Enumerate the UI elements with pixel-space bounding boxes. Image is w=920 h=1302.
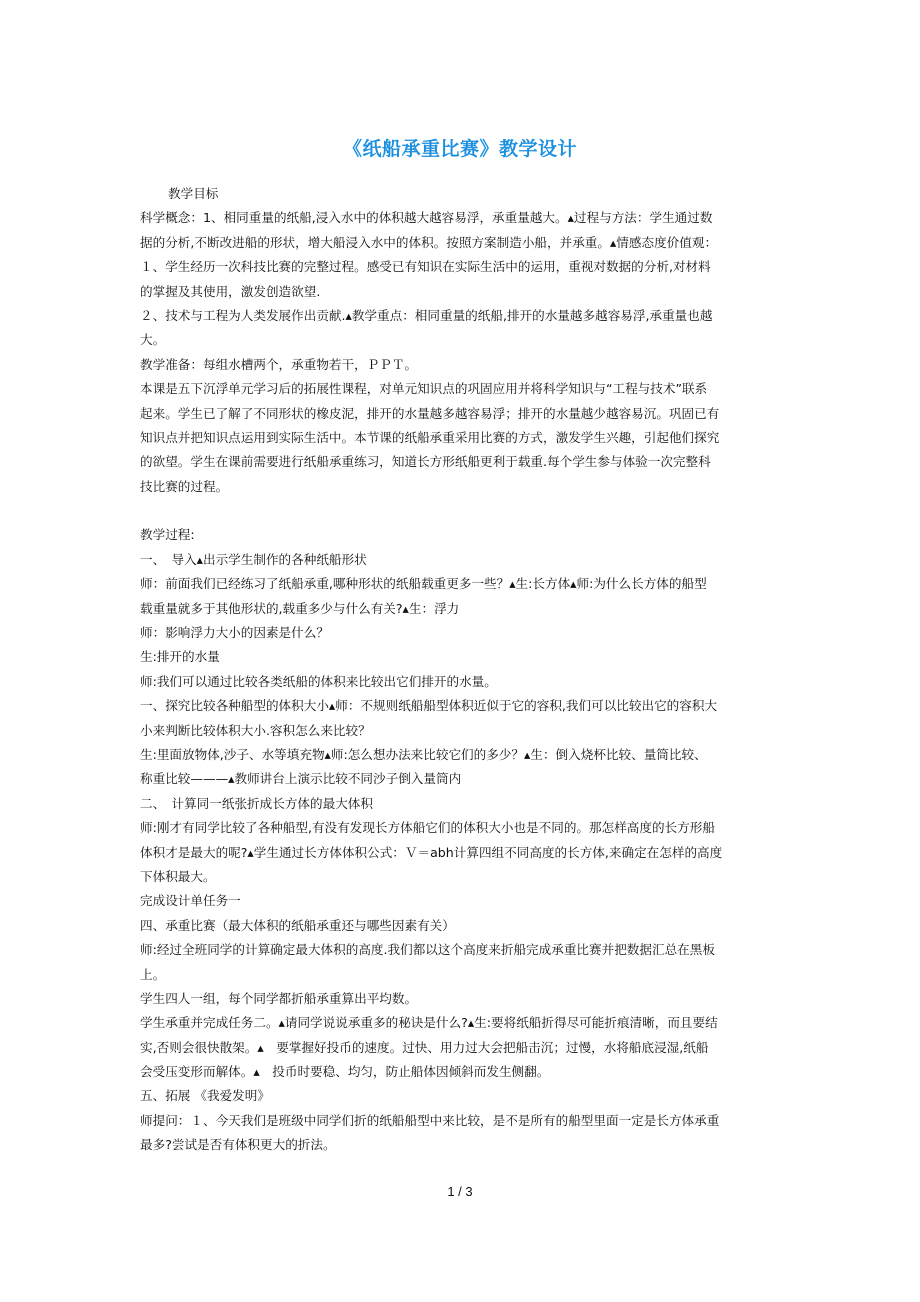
text-line: 的欲望。学生在课前需要进行纸船承重练习，知道长方形纸船更利于载重.每个学生参与体验一次完整科 xyxy=(140,454,711,470)
text-line: 教学过程: xyxy=(140,527,195,543)
blank-line xyxy=(140,499,790,523)
text-line: 上。 xyxy=(140,966,166,982)
text-line: 知识点并把知识点运用到实际生活中。本节课的纸船承重采用比赛的方式，激发学生兴趣，引起他们探究 xyxy=(140,429,720,445)
text-line: １、学生经历一次科技比赛的完整过程。感受已有知识在实际生活中的运用，重视对数据的分析,对材料 xyxy=(140,259,711,275)
page-number: 1 / 3 xyxy=(447,1184,473,1199)
text-line: 学生承重并完成任务二。▴请同学说说承重多的秘诀是什么?▴生:要将纸船折得尽可能折痕清晰，而且要结 xyxy=(140,1015,718,1031)
text-line: 师：前面我们已经练习了纸船承重,哪种形状的纸船载重更多一些？▴生:长方体▴师:为什么长方体的船型 xyxy=(140,576,707,592)
text-line: 的掌握及其使用，激发创造欲望. xyxy=(140,283,321,299)
text-line: 教学准备：每组水槽两个，承重物若干，ＰＰＴ。 xyxy=(140,356,418,372)
text-line: 小来判断比较体积大小.容积怎么来比较？ xyxy=(140,722,371,738)
text-line: 一、探究比较各种船型的体积大小▴师：不规则纸船船型体积近似于它的容积,我们可以比较出它的容积大 xyxy=(140,698,718,714)
text-line: 师提问：１、今天我们是班级中同学们折的纸船船型中来比较，是不是所有的船型里面一定是长方体承重 xyxy=(140,1112,720,1128)
text-line: 实,否则会很快散架。▴ 要掌握好投币的速度。过快、用力过大会把船击沉；过慢，水将船底浸湿,纸船 xyxy=(140,1039,709,1055)
text-line: 五、拓展 《我爱发明》 xyxy=(140,1088,270,1104)
text-line: 下体积最大。 xyxy=(140,868,216,884)
text-line: 学生四人一组，每个同学都折船承重算出平均数。 xyxy=(140,990,418,1006)
document-title: 《纸船承重比赛》教学设计 xyxy=(342,138,577,160)
text-line: 二、 计算同一纸张折成长方体的最大体积 xyxy=(140,795,373,811)
text-line: 师：影响浮力大小的因素是什么？ xyxy=(140,625,329,641)
text-line: 师:刚才有同学比较了各种船型,有没有发现长方体船它们的体积大小也是不同的。那怎样高度的长方形船 xyxy=(140,820,715,836)
text-line: 教学目标 xyxy=(168,186,219,201)
text-line: 一、 导入▴出示学生制作的各种纸船形状 xyxy=(140,551,367,567)
text-line: ２、技术与工程为人类发展作出贡献.▴教学重点：相同重量的纸船,排开的水量越多越容易浮,承重量也越 xyxy=(140,307,713,323)
document-body xyxy=(140,182,790,1158)
text-line: 称重比较———▴教师讲台上演示比较不同沙子倒入量筒内 xyxy=(140,771,462,787)
text-line: 师:经过全班同学的计算确定最大体积的高度.我们都以这个高度来折船完成承重比赛并把数据汇总在黑板 xyxy=(140,942,715,958)
text-line: 师:我们可以通过比较各类纸船的体积来比较出它们排开的水量。 xyxy=(140,673,497,689)
text-line: 起来。学生已了解了不同形状的橡皮泥，排开的水量越多越容易浮；排开的水量越少越容易沉。巩固已有 xyxy=(140,405,720,421)
text-line: 生:排开的水量 xyxy=(140,649,220,665)
text-line: 体积才是最大的呢?▴学生通过长方体体积公式：Ｖ＝abh计算四组不同高度的长方体,来确定在怎样的高度 xyxy=(140,844,723,860)
text-line: 生:里面放物体,沙子、水等填充物▴师:怎么想办法来比较它们的多少？▴生：倒入烧杯比较、量筒比较、 xyxy=(140,746,707,762)
text-line: 载重量就多于其他形状的,载重多少与什么有关?▴生：浮力 xyxy=(140,600,460,616)
text-line: 完成设计单任务一 xyxy=(140,893,241,909)
text-line: 科学概念：1、相同重量的纸船,浸入水中的体积越大越容易浮，承重量越大。▴过程与方法：学生通过数 xyxy=(140,210,713,226)
text-line: 四、承重比赛（最大体积的纸船承重还与哪些因素有关） xyxy=(140,917,455,933)
text-line: 技比赛的过程。 xyxy=(140,478,229,494)
text-line: 本课是五下沉浮单元学习后的拓展性课程，对单元知识点的巩固应用并将科学知识与“工程与技术”联系 xyxy=(140,381,708,397)
text-line: 大。 xyxy=(140,332,166,348)
text-line: 会受压变形而解体。▴ 投币时要稳、均匀，防止船体因倾斜而发生侧翻。 xyxy=(140,1064,550,1080)
text-line: 最多?尝试是否有体积更大的折法。 xyxy=(140,1137,336,1153)
text-line: 据的分析,不断改进船的形状，增大船浸入水中的体积。按照方案制造小船，并承重。▴情感态度价值观： xyxy=(140,234,718,250)
